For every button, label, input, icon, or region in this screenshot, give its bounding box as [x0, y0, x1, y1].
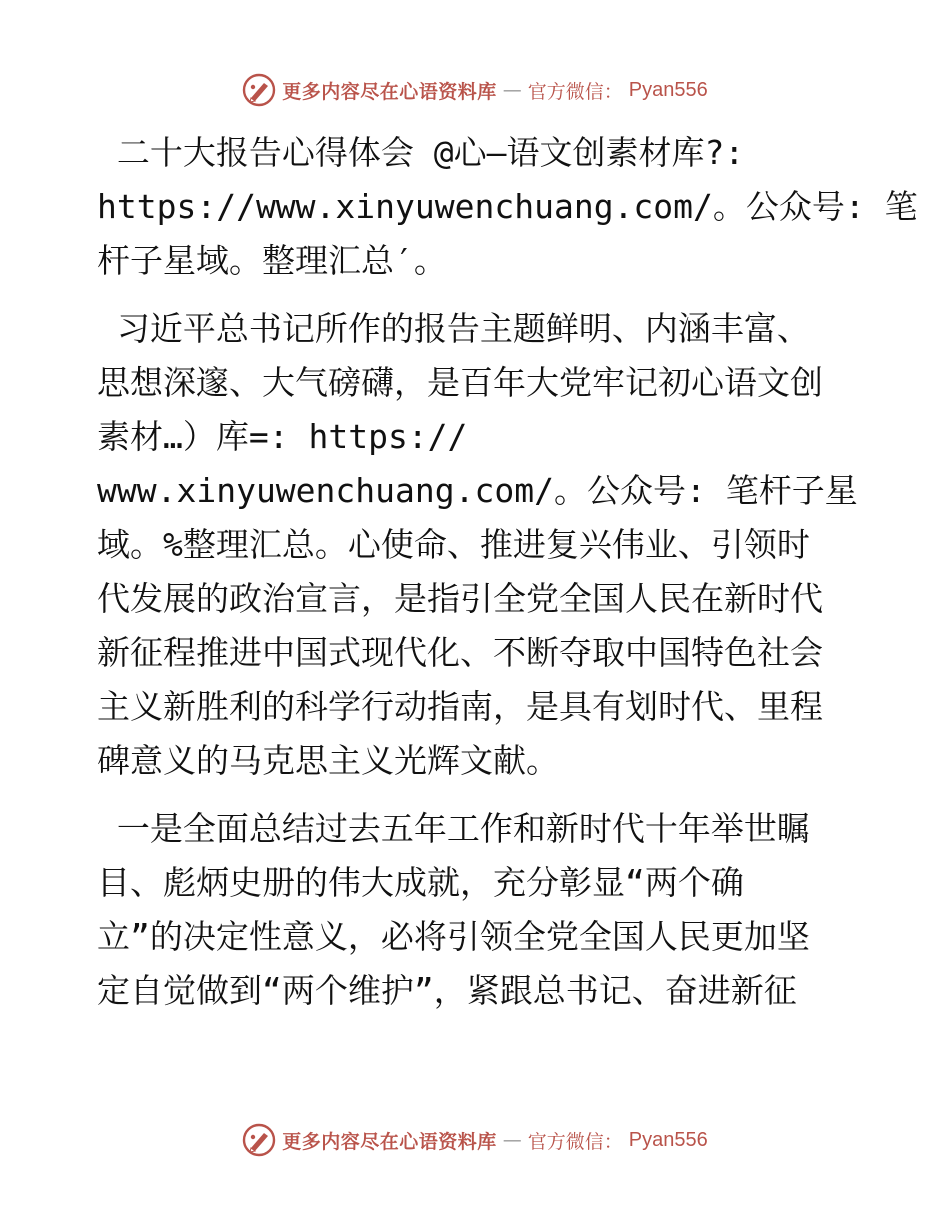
page-footer-banner	[0, 1120, 950, 1160]
page-header-banner	[0, 70, 950, 110]
text-line: 杆子星域。整理汇总′。	[97, 241, 447, 280]
text-line: https://www.xinyuwenchuang.com/。公众号: 笔	[97, 187, 918, 226]
text-line: 一是全面总结过去五年工作和新时代十年举世瞩	[97, 809, 810, 848]
text-line: 定自觉做到“两个维护”，紧跟总书记、奋进新征	[97, 971, 797, 1010]
pen-logo-icon	[242, 1123, 276, 1157]
text-line: 主义新胜利的科学行动指南，是具有划时代、里程	[97, 687, 823, 726]
text-line: 域。%整理汇总。心使命、推进复兴伟业、引领时	[97, 525, 810, 564]
header-wechat-id: Pyan556	[628, 78, 708, 101]
text-line: 习近平总书记所作的报告主题鲜明、内涵丰富、	[97, 309, 810, 348]
text-line: 立”的决定性意义，必将引领全党全国人民更加坚	[97, 917, 810, 956]
footer-wechat-label: 官方微信：	[527, 1130, 623, 1153]
header-wechat-label: 官方微信：	[527, 80, 623, 103]
document-body	[97, 126, 918, 1032]
text-line: 碑意义的马克思主义光辉文献。	[97, 741, 559, 780]
footer-site-text: 更多内容尽在心语资料库	[282, 1130, 497, 1153]
paragraph-2	[97, 302, 857, 788]
paragraph-1	[97, 126, 918, 288]
pen-logo-icon	[242, 73, 276, 107]
text-line: www.xinyuwenchuang.com/。公众号: 笔杆子星	[97, 471, 858, 510]
text-line: 目、彪炳史册的伟大成就，充分彰显“两个确	[97, 863, 744, 902]
paragraph-3	[97, 802, 857, 1018]
header-site-text: 更多内容尽在心语资料库	[282, 80, 497, 103]
text-line: 素材…）库=: https://	[97, 417, 468, 456]
text-line: 新征程推进中国式现代化、不断夺取中国特色社会	[97, 633, 823, 672]
text-line: 代发展的政治宣言，是指引全党全国人民在新时代	[97, 579, 823, 618]
footer-banner-content	[242, 1123, 708, 1157]
text-line: 思想深邃、大气磅礴，是百年大党牢记初心语文创	[97, 363, 823, 402]
text-line: 二十大报告心得体会 @心—语文创素材库?:	[97, 133, 745, 172]
header-banner-content	[242, 73, 708, 107]
footer-wechat-id: Pyan556	[628, 1128, 708, 1151]
footer-separator: —	[502, 1129, 522, 1151]
header-separator: —	[502, 79, 522, 101]
